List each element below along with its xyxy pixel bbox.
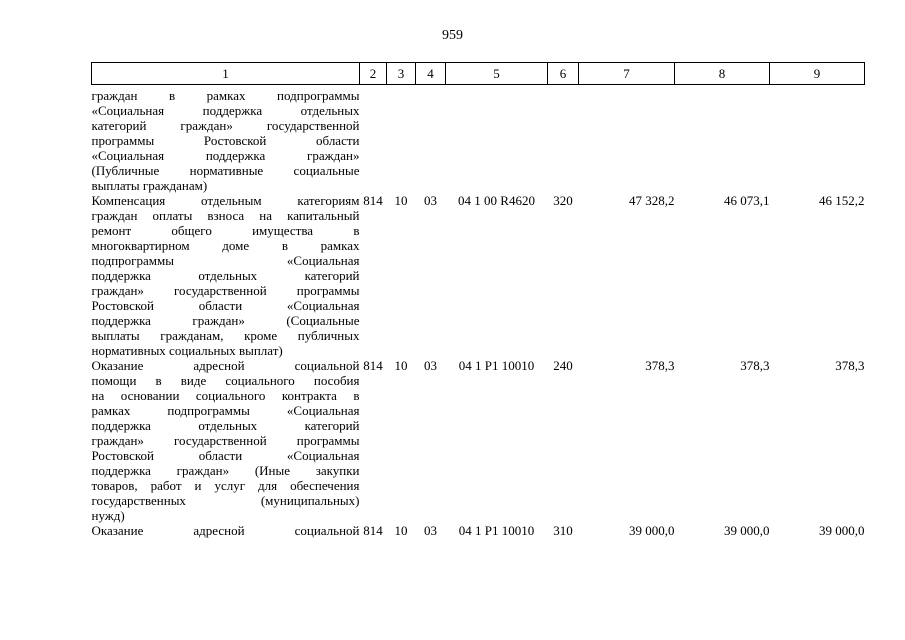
description-line: программы Ростовской области bbox=[91, 133, 360, 148]
ministry-code: 814 bbox=[363, 193, 383, 208]
row-description bbox=[92, 358, 360, 523]
column-header: 7 bbox=[579, 63, 675, 85]
amount-year-3 bbox=[770, 85, 865, 194]
description-line: поддержка отдельных категорий bbox=[91, 268, 360, 283]
description-line: Ростовской области «Социальная bbox=[91, 298, 360, 313]
row-description bbox=[92, 523, 360, 538]
description-line: Компенсация отдельным категориям bbox=[91, 193, 360, 208]
column-header: 3 bbox=[387, 63, 416, 85]
amount-year-2 bbox=[675, 85, 770, 194]
expense-type: 240 bbox=[553, 358, 573, 373]
column-header: 2 bbox=[360, 63, 387, 85]
description-line: Оказание адресной социальной bbox=[91, 523, 360, 538]
column-header: 5 bbox=[446, 63, 548, 85]
amount-year-3: 46 152,2 bbox=[819, 193, 865, 208]
description-line: граждан» государственной программы bbox=[91, 433, 360, 448]
column-number-row bbox=[92, 63, 865, 85]
description-line: категорий граждан» государственной bbox=[91, 118, 360, 133]
amount-year-1: 378,3 bbox=[645, 358, 675, 373]
column-header: 6 bbox=[548, 63, 579, 85]
section-code bbox=[387, 85, 416, 194]
description-line: нормативных социальных выплат) bbox=[91, 343, 283, 358]
description-line: выплаты гражданам) bbox=[91, 178, 208, 193]
description-line: государственных (муниципальных) bbox=[91, 493, 360, 508]
table-row bbox=[92, 85, 865, 194]
column-header: 9 bbox=[770, 63, 865, 85]
section-code: 10 bbox=[394, 358, 408, 373]
subsection-code bbox=[416, 85, 446, 194]
subsection-code: 03 bbox=[424, 193, 437, 208]
expense-type bbox=[548, 85, 579, 194]
description-line: ремонт общего имущества в bbox=[91, 223, 360, 238]
amount-year-2: 39 000,0 bbox=[724, 523, 770, 538]
description-line: нужд) bbox=[91, 508, 125, 523]
target-article: 04 1 P1 10010 bbox=[458, 358, 535, 373]
amount-year-1 bbox=[579, 85, 675, 194]
description-line: граждан оплаты взноса на капитальный bbox=[91, 208, 360, 223]
description-line: рамках подпрограммы «Социальная bbox=[91, 403, 360, 418]
table-row bbox=[92, 193, 865, 358]
target-article: 04 1 00 R4620 bbox=[458, 193, 535, 208]
subsection-code: 03 bbox=[424, 523, 437, 538]
description-line: товаров, работ и услуг для обеспечения bbox=[91, 478, 360, 493]
description-line: подпрограммы «Социальная bbox=[91, 253, 360, 268]
column-header: 4 bbox=[416, 63, 446, 85]
description-line: «Социальная поддержка отдельных bbox=[91, 103, 360, 118]
ministry-code bbox=[360, 85, 387, 194]
budget-table bbox=[91, 62, 865, 538]
description-line: Оказание адресной социальной bbox=[91, 358, 360, 373]
page-number: 959 bbox=[442, 28, 463, 43]
description-line: поддержка граждан» (Иные закупки bbox=[91, 463, 360, 478]
description-line: многоквартирном доме в рамках bbox=[91, 238, 360, 253]
subsection-code: 03 bbox=[424, 358, 437, 373]
description-line: поддержка отдельных категорий bbox=[91, 418, 360, 433]
description-line: выплаты гражданам, кроме публичных bbox=[91, 328, 360, 343]
description-line: (Публичные нормативные социальные bbox=[91, 163, 360, 178]
description-line: граждан» государственной программы bbox=[91, 283, 360, 298]
amount-year-2: 378,3 bbox=[740, 358, 770, 373]
row-description bbox=[92, 193, 360, 358]
ministry-code: 814 bbox=[363, 523, 383, 538]
amount-year-2: 46 073,1 bbox=[724, 193, 770, 208]
ministry-code: 814 bbox=[363, 358, 383, 373]
table-row bbox=[92, 358, 865, 523]
description-line: поддержка граждан» (Социальные bbox=[91, 313, 360, 328]
section-code: 10 bbox=[394, 193, 408, 208]
amount-year-3: 39 000,0 bbox=[819, 523, 865, 538]
section-code: 10 bbox=[394, 523, 408, 538]
expense-type: 310 bbox=[553, 523, 573, 538]
expense-type: 320 bbox=[553, 193, 573, 208]
column-header: 8 bbox=[675, 63, 770, 85]
column-header: 1 bbox=[92, 63, 360, 85]
description-line: на основании социального контракта в bbox=[91, 388, 360, 403]
description-line: помощи в виде социального пособия bbox=[91, 373, 360, 388]
table-row bbox=[92, 523, 865, 538]
target-article bbox=[446, 85, 548, 194]
row-description bbox=[92, 85, 360, 194]
target-article: 04 1 P1 10010 bbox=[458, 523, 535, 538]
description-line: «Социальная поддержка граждан» bbox=[91, 148, 360, 163]
description-line: граждан в рамках подпрограммы bbox=[91, 88, 360, 103]
amount-year-1: 47 328,2 bbox=[629, 193, 675, 208]
amount-year-3: 378,3 bbox=[835, 358, 865, 373]
amount-year-1: 39 000,0 bbox=[629, 523, 675, 538]
description-line: Ростовской области «Социальная bbox=[91, 448, 360, 463]
